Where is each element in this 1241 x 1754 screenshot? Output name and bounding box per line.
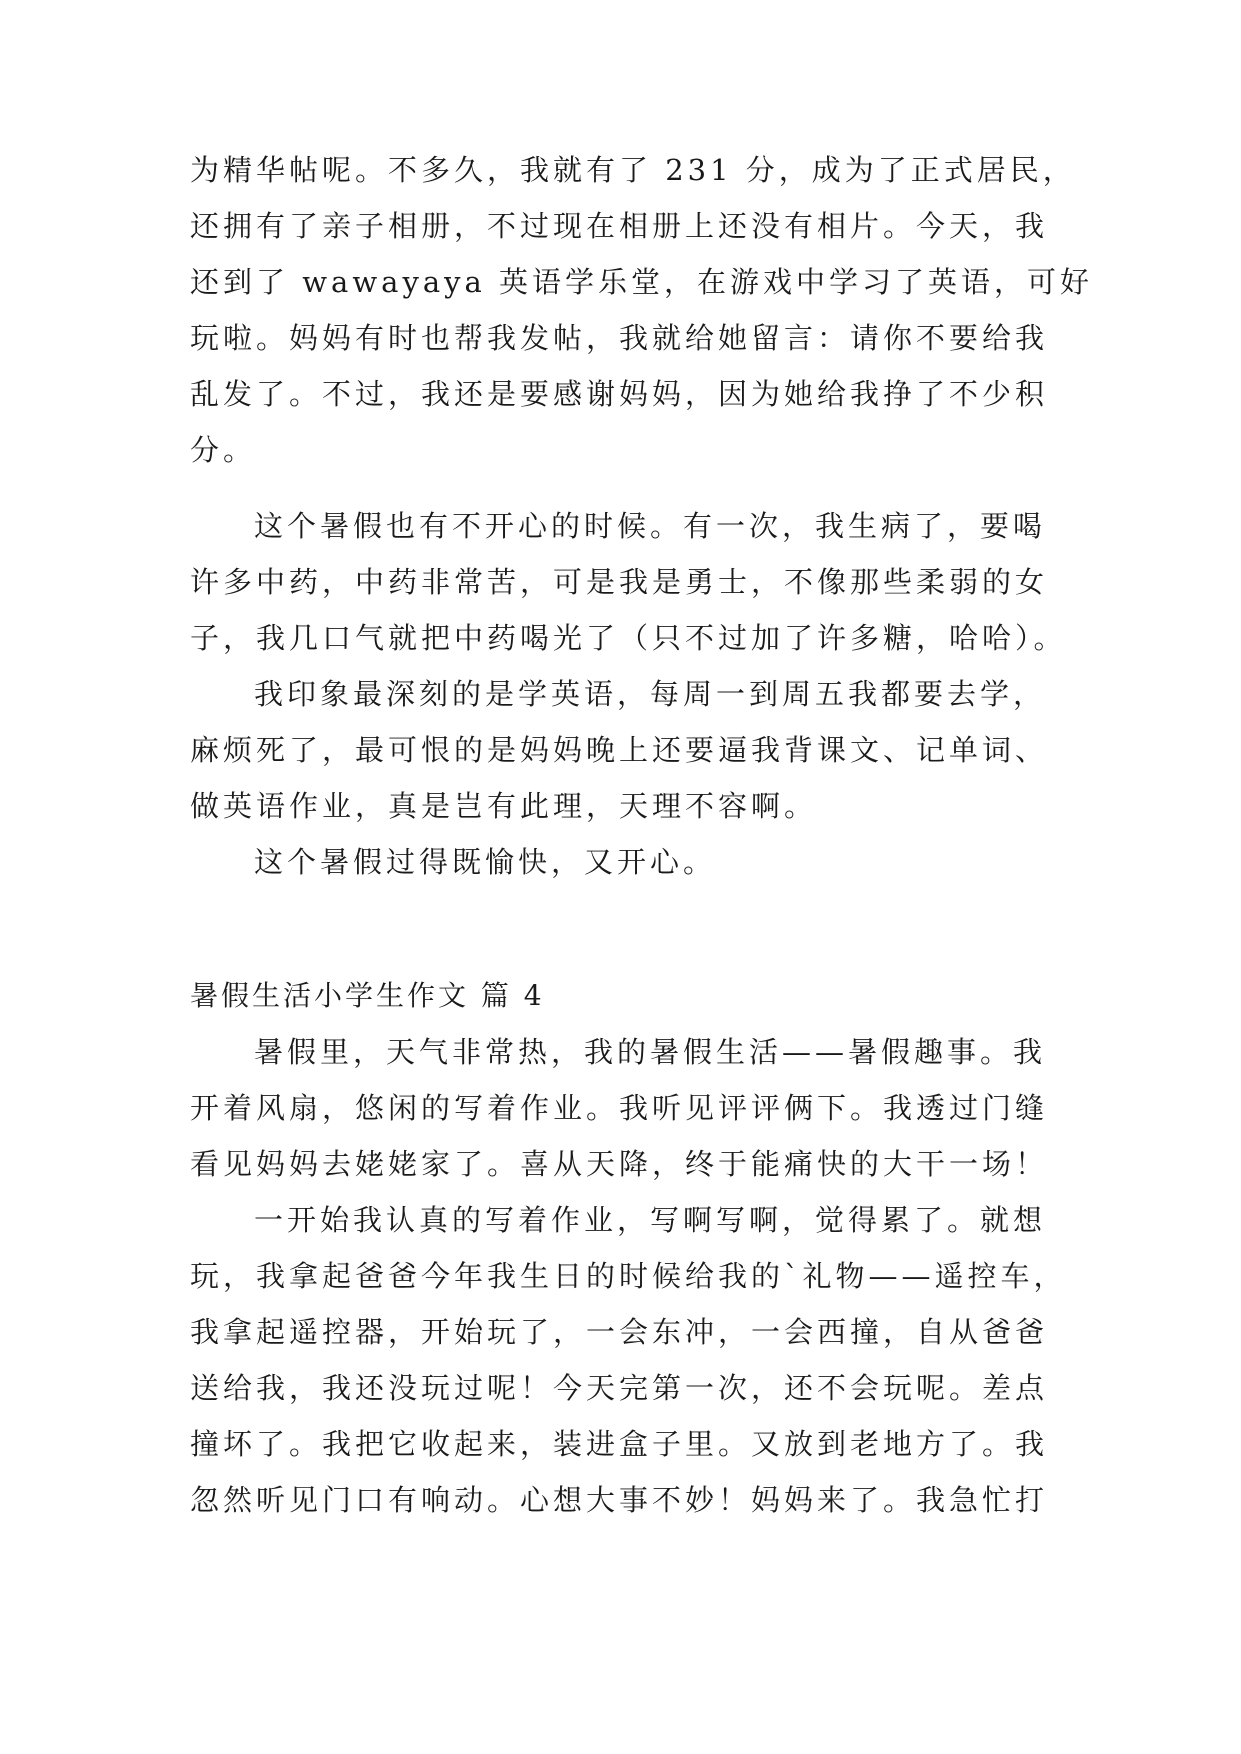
text-line: 为精华帖呢。不多久，我就有了 231 分，成为了正式居民， (190, 153, 1076, 187)
text-line: 玩啦。妈妈有时也帮我发帖，我就给她留言：请你不要给我 (190, 321, 1049, 355)
text-line: 玩，我拿起爸爸今年我生日的时候给我的`礼物——遥控车， (190, 1259, 1067, 1293)
text-line: 还拥有了亲子相册，不过现在相册上还没有相片。今天，我 (190, 209, 1049, 243)
section-heading: 暑假生活小学生作文 篇 4 (190, 979, 545, 1012)
text-line: 看见妈妈去姥姥家了。喜从天降，终于能痛快的大干一场！ (190, 1147, 1049, 1181)
paragraph-first-line: 这个暑假也有不开心的时候。有一次，我生病了，要喝 (254, 509, 1047, 543)
text-line: 我拿起遥控器，开始玩了，一会东冲，一会西撞，自从爸爸 (190, 1315, 1049, 1349)
paragraph-first-line: 我印象最深刻的是学英语，每周一到周五我都要去学， (254, 677, 1047, 711)
paragraph-first-line: 这个暑假过得既愉快，又开心。 (254, 845, 717, 879)
text-line: 还到了 wawayaya 英语学乐堂，在游戏中学习了英语，可好 (190, 265, 1094, 299)
text-line: 子，我几口气就把中药喝光了（只不过加了许多糖，哈哈）。 (190, 621, 1067, 655)
text-line: 乱发了。不过，我还是要感谢妈妈，因为她给我挣了不少积 (190, 377, 1049, 411)
text-line: 撞坏了。我把它收起来，装进盒子里。又放到老地方了。我 (190, 1427, 1049, 1461)
text-line: 做英语作业，真是岂有此理，天理不容啊。 (190, 789, 818, 823)
text-line: 许多中药，中药非常苦，可是我是勇士，不像那些柔弱的女 (190, 565, 1049, 599)
text-line: 忽然听见门口有响动。心想大事不妙！妈妈来了。我急忙打 (190, 1483, 1049, 1517)
paragraph-first-line: 暑假里，天气非常热，我的暑假生活——暑假趣事。我 (254, 1035, 1047, 1069)
text-line: 麻烦死了，最可恨的是妈妈晚上还要逼我背课文、记单词、 (190, 733, 1049, 767)
paragraph-first-line: 一开始我认真的写着作业，写啊写啊，觉得累了。就想 (254, 1203, 1047, 1237)
text-line: 开着风扇，悠闲的写着作业。我听见评评俩下。我透过门缝 (190, 1091, 1049, 1125)
text-line: 送给我，我还没玩过呢！今天完第一次，还不会玩呢。差点 (190, 1371, 1049, 1405)
text-line: 分。 (190, 433, 257, 467)
